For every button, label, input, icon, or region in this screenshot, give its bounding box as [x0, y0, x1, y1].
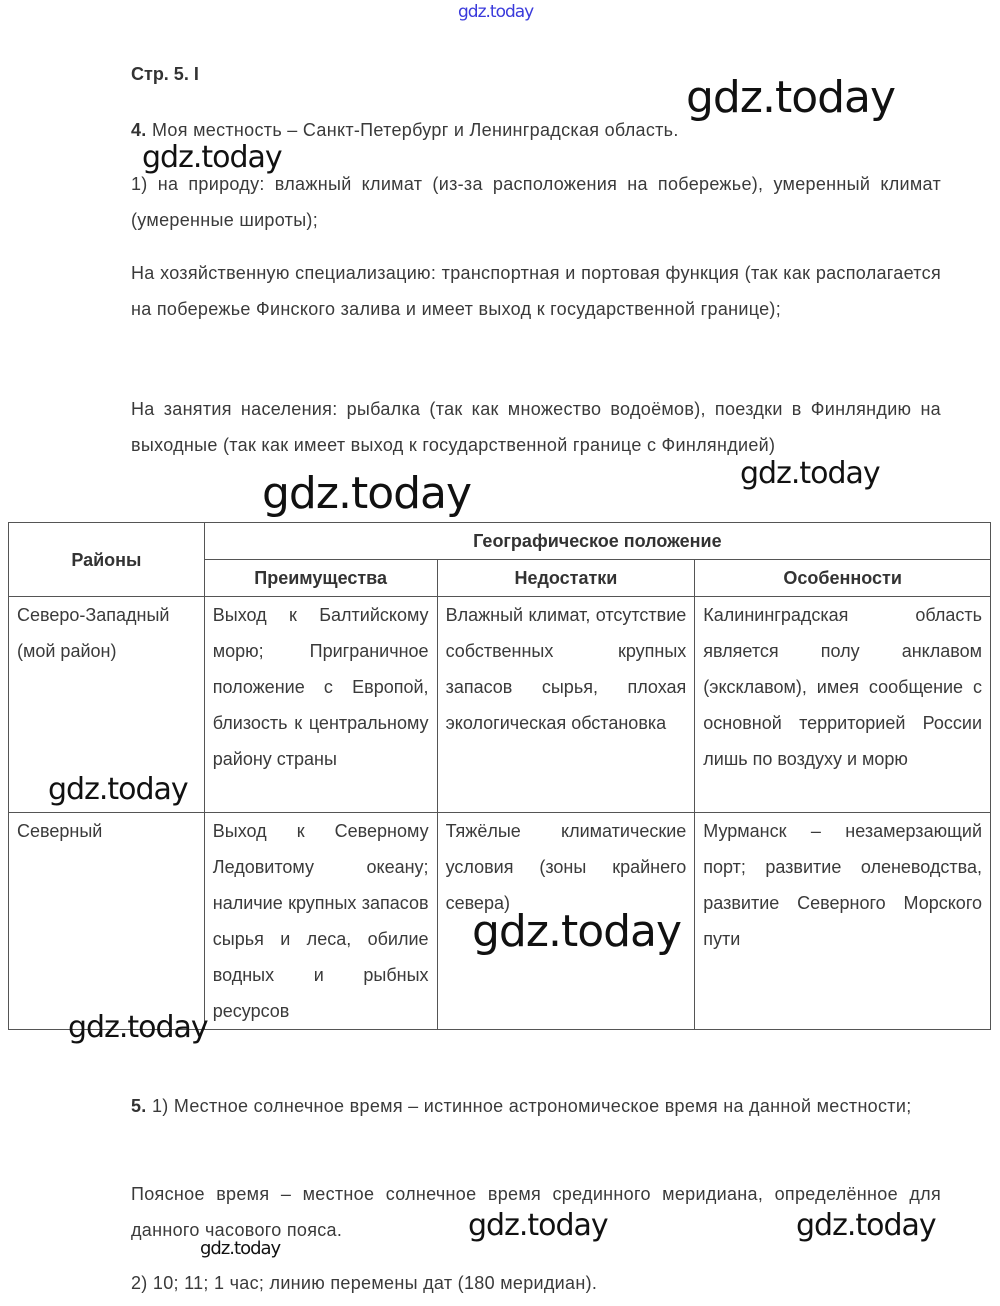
header-geo-position: Географическое положение — [204, 523, 990, 560]
watermark: gdz.today — [686, 72, 896, 123]
cell-features: Калининградская область является полу анклавом (эксклавом), имея сообщение с основной территорией России лишь по воздуху и морю — [695, 597, 991, 813]
watermark: gdz.today — [740, 456, 880, 491]
task4-paragraph-2: На хозяйственную специализацию: транспортная и портовая функция (так как располагается на побережье Финского залива и имеет выход к государственной границе); — [131, 263, 941, 319]
cell-features: Мурманск – незамерзающий порт; развитие оленеводства, развитие Северного Морского пути — [695, 813, 991, 1030]
header-features: Особенности — [695, 560, 991, 597]
watermark: gdz.today — [796, 1208, 936, 1243]
task5-paragraph-1 — [131, 1088, 941, 1124]
watermark: gdz.today — [468, 1208, 608, 1243]
task5-paragraph-2: Поясное время – местное солнечное время срединного меридиана, определённое для данного часового пояса. — [131, 1184, 941, 1240]
watermark: gdz.today — [200, 1238, 281, 1259]
task5-p1-text: 1) Местное солнечное время – истинное астрономическое время на данной местности; — [151, 1096, 912, 1116]
header-disadvantages: Недостатки — [437, 560, 695, 597]
task5-number: 5. — [131, 1096, 147, 1116]
header-regions: Районы — [9, 523, 205, 597]
watermark: gdz.today — [472, 906, 682, 957]
cell-disadvantages: Тяжёлые климатические условия (зоны крайнего севера) — [437, 813, 695, 1030]
watermark-top: gdz.today — [458, 2, 534, 22]
task5-paragraph-3: 2) 10; 11; 1 час; линию перемены дат (180 меридиан). — [131, 1273, 598, 1293]
watermark: gdz.today — [68, 1010, 208, 1045]
task4-paragraph-1: 1) на природу: влажный климат (из-за расположения на побережье), умеренный климат (умеренные широты); — [131, 174, 941, 230]
header-advantages: Преимущества — [204, 560, 437, 597]
cell-disadvantages: Влажный климат, отсутствие собственных крупных запасов сырья, плохая экологическая обстановка — [437, 597, 695, 813]
cell-region: Северный — [9, 813, 205, 1030]
watermark: gdz.today — [142, 140, 282, 175]
task4-intro-text: Моя местность – Санкт-Петербург и Ленинградская область. — [151, 120, 679, 140]
task4-number: 4. — [131, 120, 147, 140]
cell-advantages: Выход к Северному Ледовитому океану; наличие крупных запасов сырья и леса, обилие водных и рыбных ресурсов — [204, 813, 437, 1030]
cell-advantages: Выход к Балтийскому морю; Приграничное положение с Европой, близость к центральному району страны — [204, 597, 437, 813]
task4-paragraph-3: На занятия населения: рыбалка (так как множество водоёмов), поездки в Финляндию на выходные (так как имеет выход к государственной границе с Финляндией) — [131, 399, 941, 455]
cell-region: Северо-Западный (мой район) — [9, 597, 205, 813]
page-reference: Стр. 5. I — [131, 64, 199, 84]
watermark: gdz.today — [48, 772, 188, 807]
watermark: gdz.today — [262, 468, 472, 519]
